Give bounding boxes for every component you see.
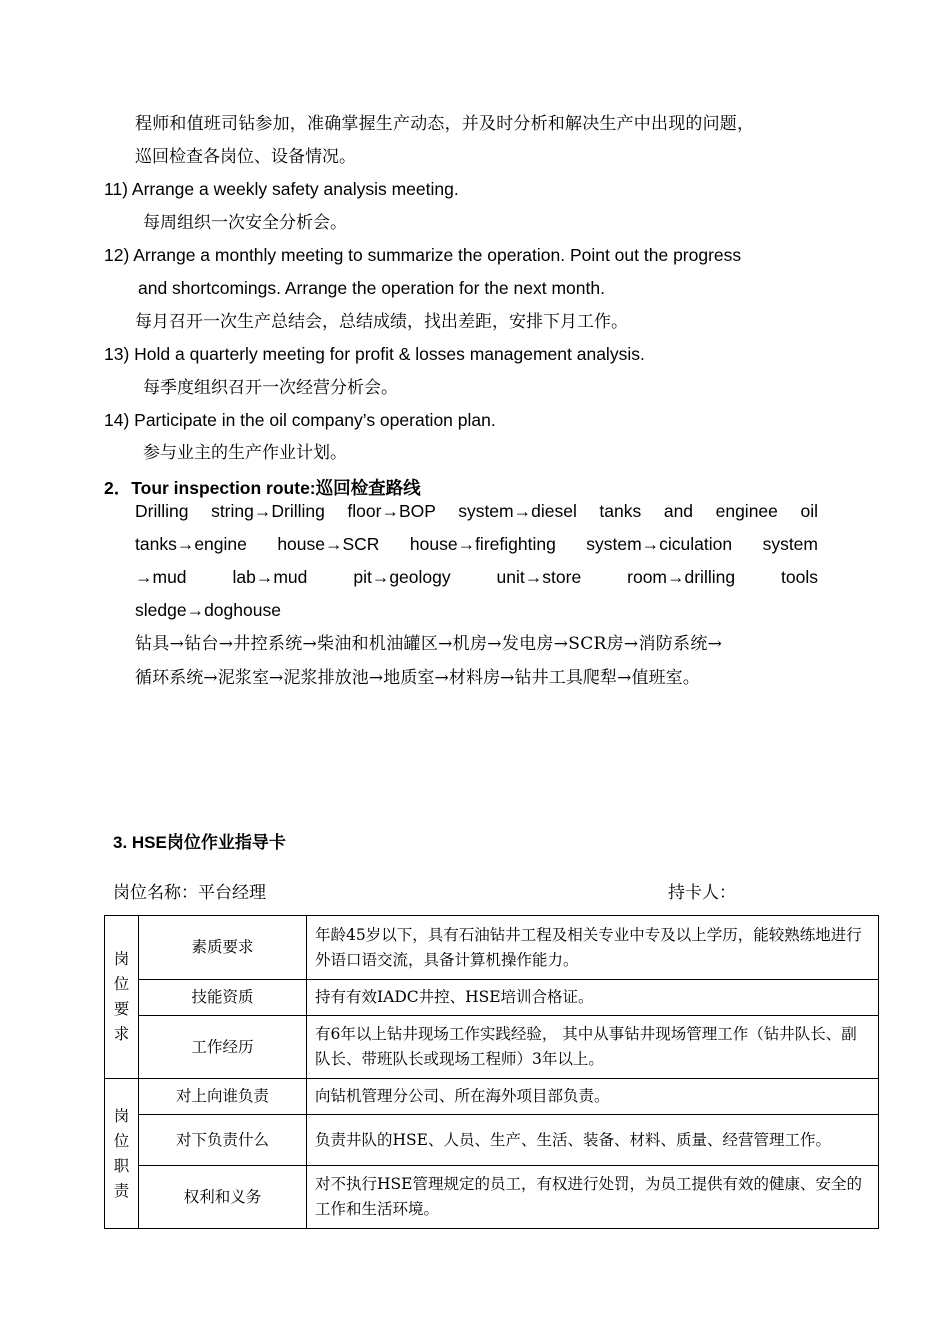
hse-job-card-table [104,915,879,1229]
group-char: 要 [113,1000,130,1018]
group-char: 岗 [113,1106,130,1125]
item-12-en-1: 12) Arrange a monthly meeting to summarize the operation. Point out the progress [104,245,742,265]
table-row [105,1016,879,1079]
row-value: 对不执行HSE管理规定的员工，有权进行处罚，为员工提供有效的健康、安全的工作和生活环境。 [307,1166,879,1229]
row-value: 年龄45岁以下，具有石油钻井工程及相关专业中专及以上学历，能较熟练地进行外语口语交流，具备计算机操作能力。 [307,916,879,980]
group-char: 责 [113,1181,130,1200]
intro-line-1: 程师和值班司钻参加，准确掌握生产动态，并及时分析和解决生产中出现的问题， [135,114,755,134]
item-11-en: 11) Arrange a weekly safety analysis meeting. [104,179,459,199]
item-12-en-2: and shortcomings. Arrange the operation for the next month. [138,278,605,298]
group-char: 职 [113,1156,130,1175]
row-value: 负责井队的HSE、人员、生产、生活、装备、材料、质量、经营管理工作。 [307,1115,879,1166]
item-14-zh: 参与业主的生产作业计划。 [143,443,347,463]
item-14-en: 14) Participate in the oil company’s operation plan. [104,410,496,430]
section-3-heading: 3. HSE岗位作业指导卡 [113,833,286,852]
card-holder-label: 持卡人： [668,883,736,903]
row-label: 对下负责什么 [139,1115,307,1166]
row-label: 权利和义务 [139,1166,307,1229]
route-en-line-4: sledge→doghouse [135,600,281,620]
table-row [105,916,879,980]
table-row [105,1079,879,1115]
item-12-zh: 每月召开一次生产总结会，总结成绩，找出差距，安排下月工作。 [135,312,628,332]
route-en-line-3: →mud lab→mud pit→geology unit→store room→drilling tools [135,567,818,587]
row-value: 向钻机管理分公司、所在海外项目部负责。 [307,1079,879,1115]
route-zh-line-1: 钻具→钻台→井控系统→柴油和机油罐区→机房→发电房→SCR房→消防系统→ [135,634,723,654]
group-char: 求 [113,1025,130,1043]
row-label: 技能资质 [139,980,307,1016]
post-name: 岗位名称：平台经理 [113,883,266,903]
route-en-line-2: tanks→engine house→SCR house→firefighting system→ciculation system [135,534,818,554]
group-char: 位 [113,1131,130,1150]
route-en-line-1: Drilling string→Drilling floor→BOP system→diesel tanks and enginee oil [135,501,818,521]
table-row [105,980,879,1016]
row-label: 对上向谁负责 [139,1079,307,1115]
section-2-heading: 2．Tour inspection route:巡回检查路线 [104,478,421,498]
group-char: 岗 [113,950,130,968]
route-zh-line-2: 循环系统→泥浆室→泥浆排放池→地质室→材料房→钻井工具爬犁→值班室。 [135,668,700,688]
intro-line-2: 巡回检查各岗位、设备情况。 [135,147,356,167]
row-value: 持有有效IADC井控、HSE培训合格证。 [307,980,879,1016]
item-11-zh: 每周组织一次安全分析会。 [143,213,347,233]
table-row [105,1166,879,1229]
group-char: 位 [113,975,130,993]
item-13-en: 13) Hold a quarterly meeting for profit & losses management analysis. [104,344,645,364]
row-value: 有6年以上钻井现场工作实践经验， 其中从事钻井现场管理工作（钻井队长、副队长、带班队长或现场工程师）3年以上。 [307,1016,879,1079]
row-label: 素质要求 [139,916,307,980]
table-row [105,1115,879,1166]
item-13-zh: 每季度组织召开一次经营分析会。 [143,378,398,398]
duties-group-label [105,1079,139,1229]
requirements-group-label [105,916,139,1079]
row-label: 工作经历 [139,1016,307,1079]
